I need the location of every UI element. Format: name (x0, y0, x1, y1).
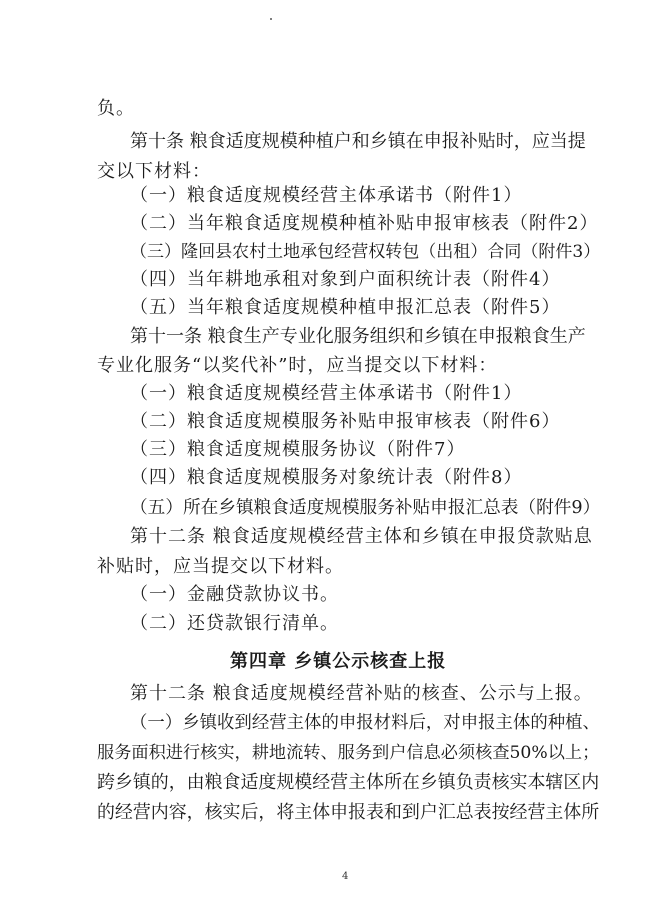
text-line: 的经营内容，核实后，将主体申报表和到户汇总表按经营主体所 (97, 802, 600, 823)
list-item: （五）所在乡镇粮食适度规模服务补贴申报汇总表（附件9） (130, 498, 601, 518)
text-line: 交以下材料： (97, 161, 211, 182)
list-item: （三）隆回县农村土地承包经营权转包（出租）合同（附件3） (130, 242, 601, 262)
text-line: 第十条 粮食适度规模种植户和乡镇在申报补贴时，应当提 (130, 131, 586, 152)
page-number: 4 (342, 871, 349, 882)
list-item: （二）还贷款银行清单。 (130, 613, 339, 634)
list-item: （二）当年粮食适度规模种植补贴申报审核表（附件2） (130, 213, 599, 234)
list-item: （三）粮食适度规模服务协议（附件7） (130, 439, 466, 460)
list-item: （一）粮食适度规模经营主体承诺书（附件1） (130, 383, 523, 404)
scan-speck (270, 18, 272, 20)
list-item: （二）粮食适度规模服务补贴申报审核表（附件6） (130, 411, 561, 432)
text-line: 第十二条 粮食适度规模经营补贴的核查、公示与上报。 (130, 683, 593, 704)
text-line: 第十二条 粮食适度规模经营主体和乡镇在申报贷款贴息 (130, 526, 593, 547)
text-line: 跨乡镇的，由粮食适度规模经营主体所在乡镇负责核实本辖区内 (97, 772, 600, 793)
text-line: 专业化服务“以奖代补”时，应当提交以下材料： (97, 355, 498, 376)
list-item: （五）当年粮食适度规模种植申报汇总表（附件5） (130, 297, 561, 318)
list-item: （一）粮食适度规模经营主体承诺书（附件1） (130, 185, 523, 206)
text-line: 服务面积进行核实，耕地流转、服务到户信息必须核查50%以上； (97, 743, 600, 763)
text-line: 补贴时，应当提交以下材料。 (97, 556, 344, 577)
text-line: 第十一条 粮食生产专业化服务组织和乡镇在申报粮食生产 (130, 326, 586, 347)
text-line: （一）乡镇收到经营主体的申报材料后，对申报主体的种植、 (130, 713, 600, 733)
text-line: 负。 (97, 98, 135, 119)
list-item: （一）金融贷款协议书。 (130, 584, 339, 605)
chapter-heading: 第四章 乡镇公示核查上报 (230, 651, 447, 672)
list-item: （四）粮食适度规模服务对象统计表（附件8） (130, 467, 523, 488)
list-item: （四）当年耕地承租对象到户面积统计表（附件4） (130, 269, 561, 290)
